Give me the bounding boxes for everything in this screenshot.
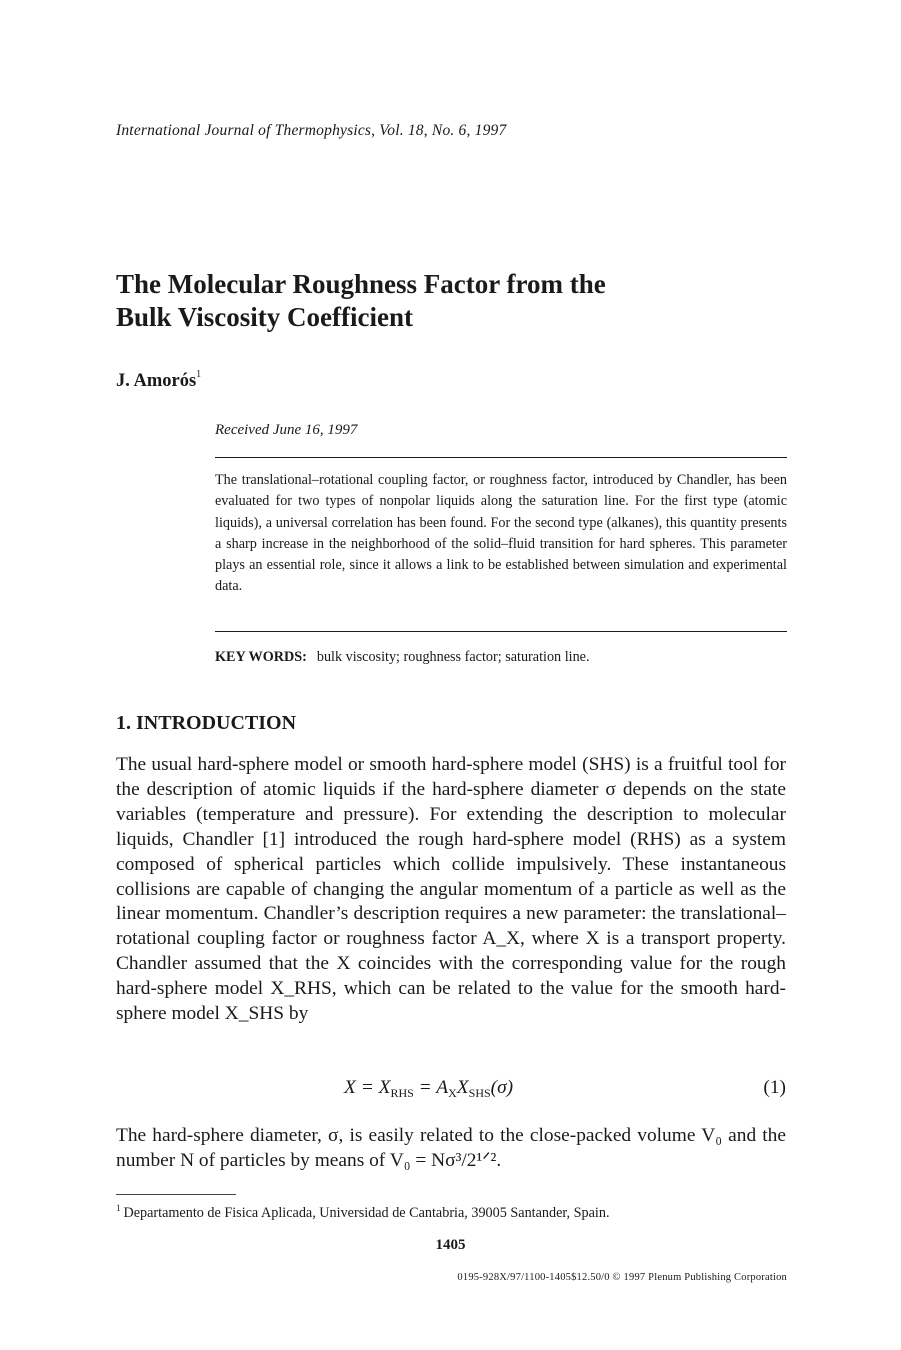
footnote-mark: 1 <box>116 1203 121 1213</box>
equation-sub-shs: SHS <box>468 1086 491 1100</box>
abstract-bottom-rule <box>215 631 787 632</box>
keywords-text: bulk viscosity; roughness factor; saturation line. <box>316 649 590 665</box>
post-equation-paragraph: The hard-sphere diameter, σ, is easily related to the close-packed volume V₀ and the number N of particles by means of V₀ = Nσ³/2¹ᐟ². <box>116 1125 786 1171</box>
keywords-label: KEY WORDS: <box>215 649 307 665</box>
equation-mid2: X <box>456 1077 469 1098</box>
page-number: 1405 <box>435 1237 466 1253</box>
section-heading: 1. INTRODUCTION <box>116 712 297 734</box>
journal-citation: International Journal of Thermophysics, Vol. 18, No. 6, 1997 <box>116 122 507 139</box>
keywords <box>215 649 590 666</box>
equation-mid: = A <box>413 1077 449 1098</box>
author <box>116 369 201 392</box>
footnote-text: Departamento de Fisica Aplicada, Universidad de Cantabria, 39005 Santander, Spain. <box>123 1205 610 1221</box>
copyright-line: 0195-928X/97/1100-1405$12.50/0 © 1997 Plenum Publishing Corporation <box>457 1272 787 1283</box>
paper-title-line-1: The Molecular Roughness Factor from the <box>116 269 606 299</box>
equation-lhs: X = X <box>344 1077 391 1098</box>
equation-tail: (σ) <box>490 1077 514 1098</box>
abstract-top-rule <box>215 457 787 458</box>
footnote <box>116 1203 610 1222</box>
equation-sub-rhs: RHS <box>390 1086 414 1100</box>
author-affiliation-mark: 1 <box>196 369 202 380</box>
intro-paragraph: The usual hard-sphere model or smooth hard-sphere model (SHS) is a fruitful tool for the description of atomic liquids if the hard-sphere diameter σ depends on the state variables (temperature and pressure). For extending the description to molecular liquids, Chandler [1] introduced the rough hard-sphere model (RHS) as a system composed of spherical particles which collide impulsively. These instantaneous collisions are capable of changing the angular momentum of a particle as well as the linear momentum. Chandler’s description requires a new parameter: the translational–rotational coupling factor or roughness factor A_X, where X is a transport property. Chandler assumed that the X coincides with the corresponding value for the rough hard-sphere model X_RHS, which can be related to the value for the smooth hard-sphere model X_SHS by <box>116 754 786 1025</box>
paper-title <box>116 268 816 334</box>
abstract: The translational–rotational coupling factor, or roughness factor, introduced by Chandler, has been evaluated for two types of nonpolar liquids along the saturation line. For the first type (atomic liquids), a universal correlation has been found. For the second type (alkanes), this quantity presents a sharp increase in the neighborhood of the solid–fluid transition for hard spheres. This parameter plays an essential role, since it allows a link to be established between simulation and experimental data. <box>215 472 787 595</box>
equation-body <box>344 1077 513 1101</box>
author-name: J. Amorós <box>116 371 197 391</box>
paper-title-line-2: Bulk Viscosity Coefficient <box>116 302 413 332</box>
equation-sub-x: X <box>448 1086 457 1100</box>
footnote-rule <box>116 1194 236 1195</box>
received-date: Received June 16, 1997 <box>215 422 358 438</box>
equation-number: (1) <box>763 1077 786 1098</box>
